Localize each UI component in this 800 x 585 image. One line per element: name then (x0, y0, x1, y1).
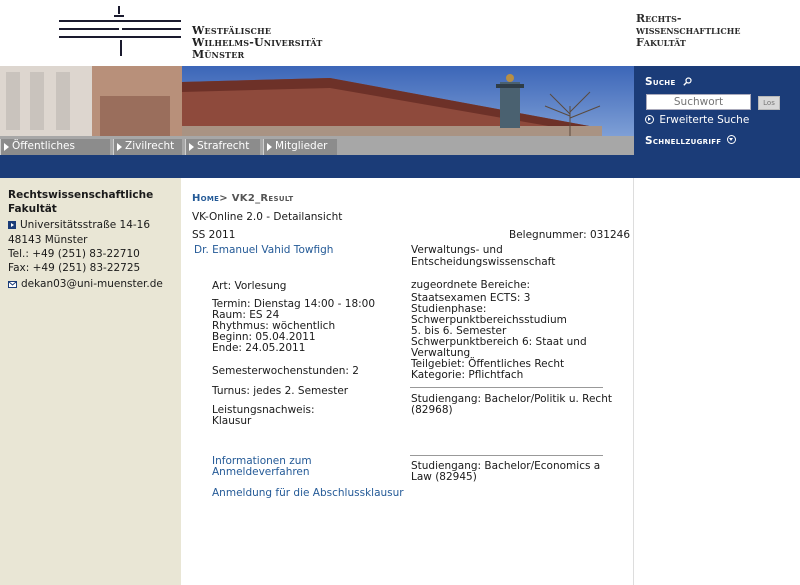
degree-program-1-code: (82968) (411, 404, 453, 416)
divider (410, 455, 603, 456)
faculty-name-line-3: Fakultät (636, 36, 686, 49)
schedule-rhythm: Rhythmus: wöchentlich (212, 320, 336, 332)
area-subfield: Teilgebiet: Öffentliches Recht (411, 358, 565, 370)
assessment-value: Klausur (212, 415, 252, 427)
email-text: dekan03@uni-muenster.de (21, 278, 163, 290)
semester: SS 2011 (192, 229, 236, 241)
fax-number: Fax: +49 (251) 83-22725 (8, 262, 141, 274)
assessment (212, 405, 315, 427)
schedule-room: Raum: ES 24 (212, 309, 280, 321)
schedule-start: Beginn: 05.04.2011 (212, 331, 316, 343)
breadcrumb-current: VK2_Result (231, 193, 294, 204)
breadcrumb-separator: > (219, 193, 228, 204)
university-name-line-1: Westfälische (192, 24, 272, 37)
university-name-line-2: Wilhelms-Universität (192, 36, 323, 49)
header-blue-band (0, 155, 800, 178)
nav-item-strafrecht[interactable] (185, 139, 260, 155)
university-name-line-3: Münster (192, 48, 245, 61)
search-input[interactable] (646, 94, 751, 110)
phone-number: Tel.: +49 (251) 83-22710 (8, 248, 140, 260)
advanced-search-label: Erweiterte Suche (659, 114, 750, 126)
header-banner-image (0, 66, 634, 136)
degree-program-1 (411, 394, 612, 416)
email-link[interactable] (8, 277, 163, 293)
nav-item-zivilrecht[interactable] (113, 139, 182, 155)
nav-item-oeffentliches-recht[interactable] (0, 139, 110, 155)
area-focus-line-2: Verwaltung (411, 347, 471, 359)
belegnummer: Belegnummer: 031246 (509, 229, 631, 241)
schedule-block (212, 299, 375, 354)
faculty-name-line-2: wissenschaftliche (636, 24, 741, 37)
breadcrumb-home-link[interactable]: Home (192, 193, 220, 204)
arrow-right-icon (8, 221, 16, 229)
nav-item-mitglieder[interactable] (263, 139, 337, 155)
university-name[interactable] (192, 25, 323, 61)
area-phase-value: Schwerpunktbereichsstudium (411, 314, 567, 326)
registration-info-line-1: Informationen zum (212, 455, 312, 467)
schedule-time: Termin: Dienstag 14:00 - 18:00 (212, 298, 376, 310)
quick-access-label: Schnellzugriff (645, 135, 722, 147)
exam-registration-link[interactable]: Anmeldung für die Abschlussklausur (212, 487, 404, 499)
area-ects: Staatsexamen ECTS: 3 (411, 292, 531, 304)
degree-program-2 (411, 461, 600, 483)
lecturer-link[interactable]: Dr. Emanuel Vahid Towfigh (194, 244, 334, 256)
course-type: Art: Vorlesung (212, 280, 287, 292)
advanced-search-link[interactable] (645, 114, 749, 126)
degree-program-2-code: Law (82945) (411, 471, 477, 483)
right-column-divider (633, 178, 634, 585)
address-city: 48143 Münster (8, 234, 88, 246)
faculty-name-line-1: Rechts- (636, 12, 682, 25)
search-title-label: Suche (645, 76, 676, 88)
degree-program-2-name: Studiengang: Bachelor/Economics a (411, 460, 601, 472)
sidebar-contact (0, 178, 181, 585)
divider (410, 387, 603, 388)
registration-info-line-2: Anmeldeverfahren (212, 466, 310, 478)
area-category: Kategorie: Pflichtfach (411, 369, 524, 381)
degree-program-1-name: Studiengang: Bachelor/Politik u. Recht (411, 393, 612, 405)
circle-arrow-icon (645, 115, 654, 124)
registration-info-link[interactable] (212, 456, 312, 478)
assessment-label: Leistungsnachweis: (212, 404, 315, 416)
chair-line-2: Entscheidungswissenschaft (411, 256, 556, 268)
envelope-icon (8, 278, 17, 293)
areas-heading: zugeordnete Bereiche: (411, 279, 531, 291)
assigned-areas (411, 280, 587, 381)
breadcrumb (192, 193, 294, 204)
search-title (645, 76, 692, 89)
turnus: Turnus: jedes 2. Semester (212, 385, 349, 397)
main-navigation (0, 136, 634, 155)
magnifier-icon (683, 77, 692, 89)
nav-item-label: Strafrecht (197, 140, 250, 152)
address-street (8, 218, 150, 233)
area-focus-line-1: Schwerpunktbereich 6: Staat und (411, 336, 587, 348)
nav-item-label: Mitglieder (275, 140, 328, 152)
nav-item-label: Zivilrecht (125, 140, 175, 152)
schedule-end: Ende: 24.05.2011 (212, 342, 306, 354)
building-photo (0, 66, 634, 136)
quick-access-toggle[interactable] (645, 135, 736, 147)
nav-item-label: Öffentliches (12, 140, 75, 152)
sidebar-title: Rechtswissenschaftliche Fakultät (8, 189, 154, 215)
page-subtitle: VK-Online 2.0 - Detailansicht (192, 211, 343, 223)
area-semester: 5. bis 6. Semester (411, 325, 507, 337)
search-go-button[interactable]: Los (758, 96, 780, 110)
weekly-hours: Semesterwochenstunden: 2 (212, 365, 359, 377)
street-text: Universitätsstraße 14-16 (20, 219, 151, 231)
area-phase-label: Studienphase: (411, 303, 487, 315)
chair-line-1: Verwaltungs- und (411, 244, 503, 256)
search-panel (634, 66, 800, 156)
chair-name (411, 244, 555, 268)
chevron-down-icon (727, 135, 736, 144)
faculty-name[interactable] (636, 13, 740, 49)
university-logo[interactable] (56, 4, 186, 58)
